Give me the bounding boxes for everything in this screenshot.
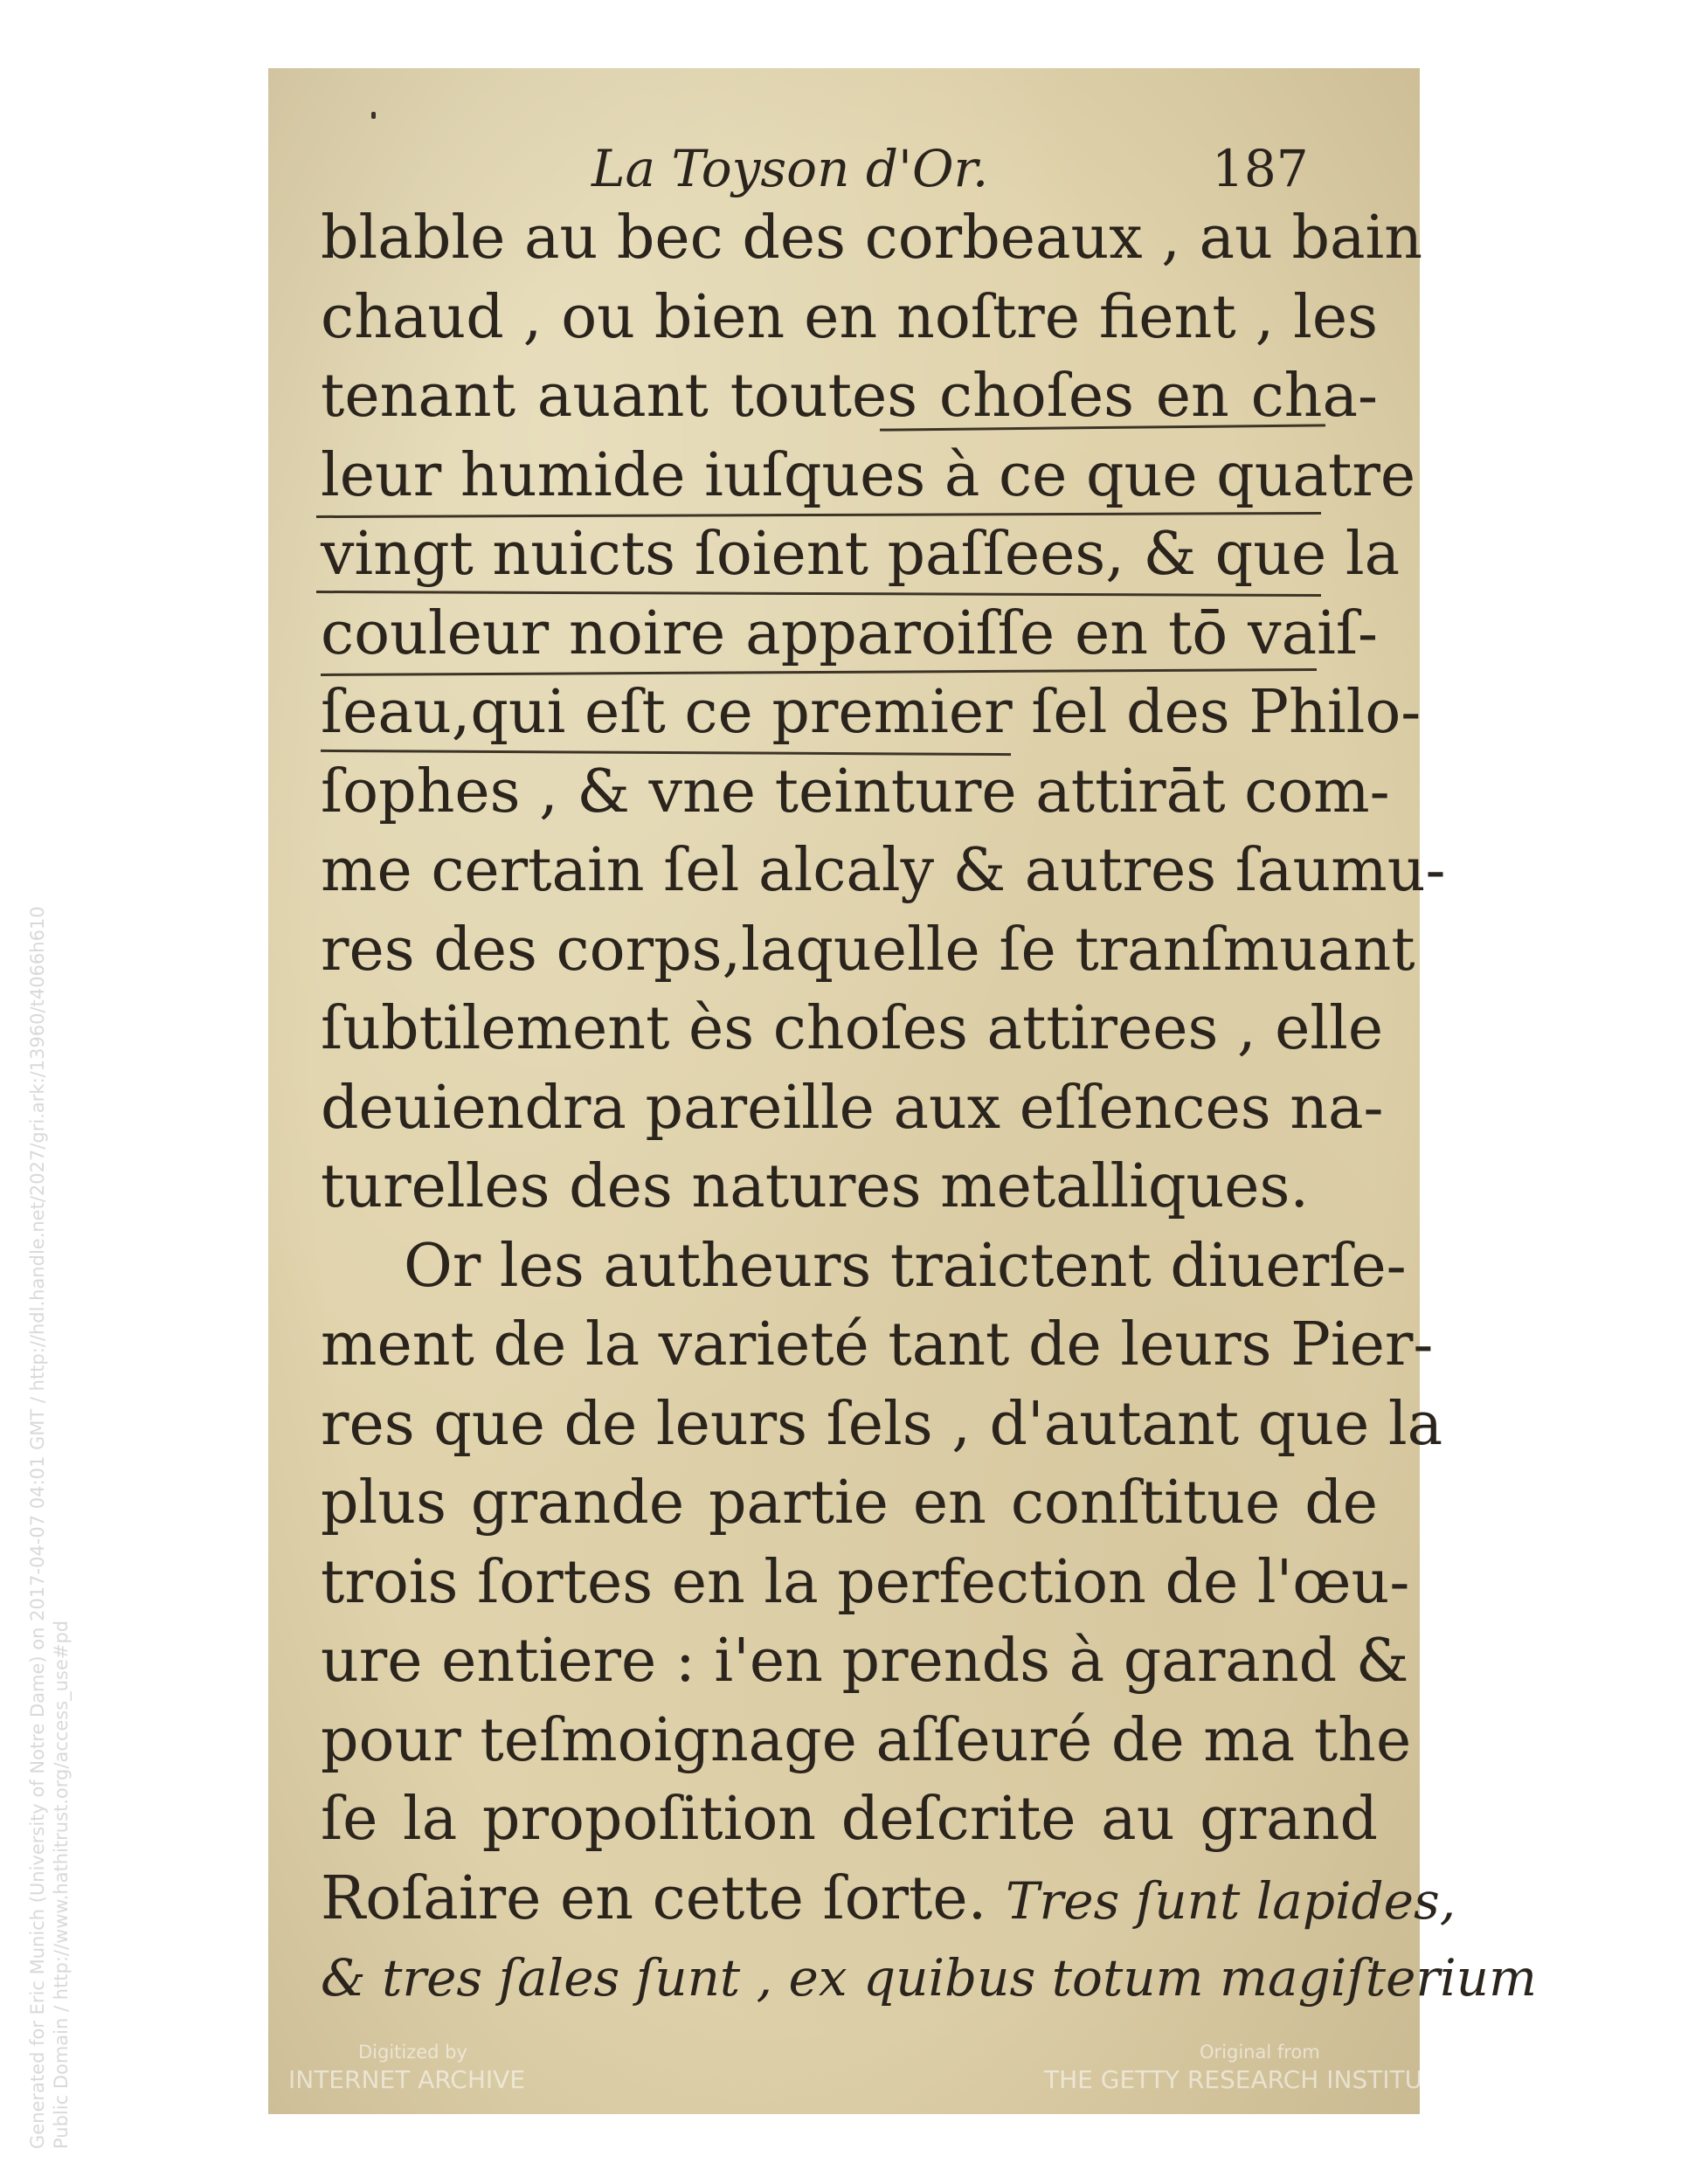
text-line: me certain ſel alcaly & autres ſaumu- — [321, 836, 1446, 905]
getty-institute-label: THE GETTY RESEARCH INSTITUTE — [1044, 2065, 1453, 2094]
text-line-latin: & tres ſales ſunt , ex quibus totum magiſterium — [321, 1948, 1538, 2008]
text-line: res que de leurs ſels , d'autant que la — [321, 1389, 1443, 1459]
text-line: Or les autheurs traictent diuerſe- — [404, 1231, 1407, 1301]
text-line: ſophes , & vne teinture attirāt com- — [321, 757, 1390, 826]
text-line: tenant auant toutes choſes en cha- — [321, 362, 1378, 431]
original-from-credit — [1044, 2040, 1453, 2096]
roman-text: Roſaire en cette ſorte. — [321, 1863, 1006, 1933]
text-line: ure entiere : i'en prends à garand & — [321, 1627, 1409, 1696]
text-line: couleur noire apparoiſſe en tō vaiſ- — [321, 598, 1378, 668]
text-line: pour teſmoignage aſſeuré de ma the — [321, 1705, 1412, 1775]
scanned-page — [268, 68, 1538, 2114]
digitized-by-label: Digitized by — [358, 2042, 467, 2063]
text-line: leur humide iuſques à ce que quatre — [321, 440, 1416, 510]
text-line: ment de la varieté tant de leurs Pier- — [321, 1310, 1434, 1379]
text-line: chaud , ou bien en noſtre fient , les — [321, 282, 1378, 352]
text-line: trois ſortes en la perfection de l'œu- — [321, 1547, 1410, 1617]
text-line-mixed — [321, 1860, 1456, 1939]
ink-speck — [371, 112, 376, 119]
text-line: turelles des natures metalliques. — [321, 1152, 1310, 1221]
watermark-line-2: Public Domain / http://www.hathitrust.org/access_use#pd — [51, 1620, 72, 2149]
running-title: La Toyson d'Or. — [591, 139, 989, 198]
hathitrust-watermark — [26, 786, 73, 2149]
internet-archive-label: INTERNET ARCHIVE — [288, 2065, 526, 2094]
text-line: vingt nuicts ſoient paſſees, & que la — [321, 520, 1401, 589]
text-line: blable au bec des corbeaux , au bain — [321, 204, 1423, 273]
original-from-label: Original from — [1200, 2042, 1320, 2063]
digitized-by-credit — [288, 2040, 525, 2096]
text-line: ſubtilement ès choſes attirees , elle — [321, 994, 1384, 1063]
text-line: plus grande partie en conſtitue de — [321, 1469, 1378, 1538]
body-text — [321, 199, 1538, 2018]
running-head — [268, 134, 1420, 204]
text-line: res des corps,laquelle ſe tranſmuant — [321, 915, 1415, 985]
page-number: 187 — [1212, 139, 1309, 198]
latin-quote: Tres ſunt lapides, — [1005, 1870, 1456, 1931]
watermark-line-1: Generated for Eric Munich (University of Notre Dame) on 2017-04-07 04:01 GMT / http://hdl.handle.net/2027/gri.ark:/13960/t4066h610 — [27, 906, 48, 2149]
text-line: ſe la propoſition deſcrite au grand — [321, 1785, 1378, 1854]
text-line: ſeau,qui eſt ce premier ſel des Philo- — [321, 678, 1422, 747]
text-line: deuiendra pareille aux eſſences na- — [321, 1073, 1384, 1143]
